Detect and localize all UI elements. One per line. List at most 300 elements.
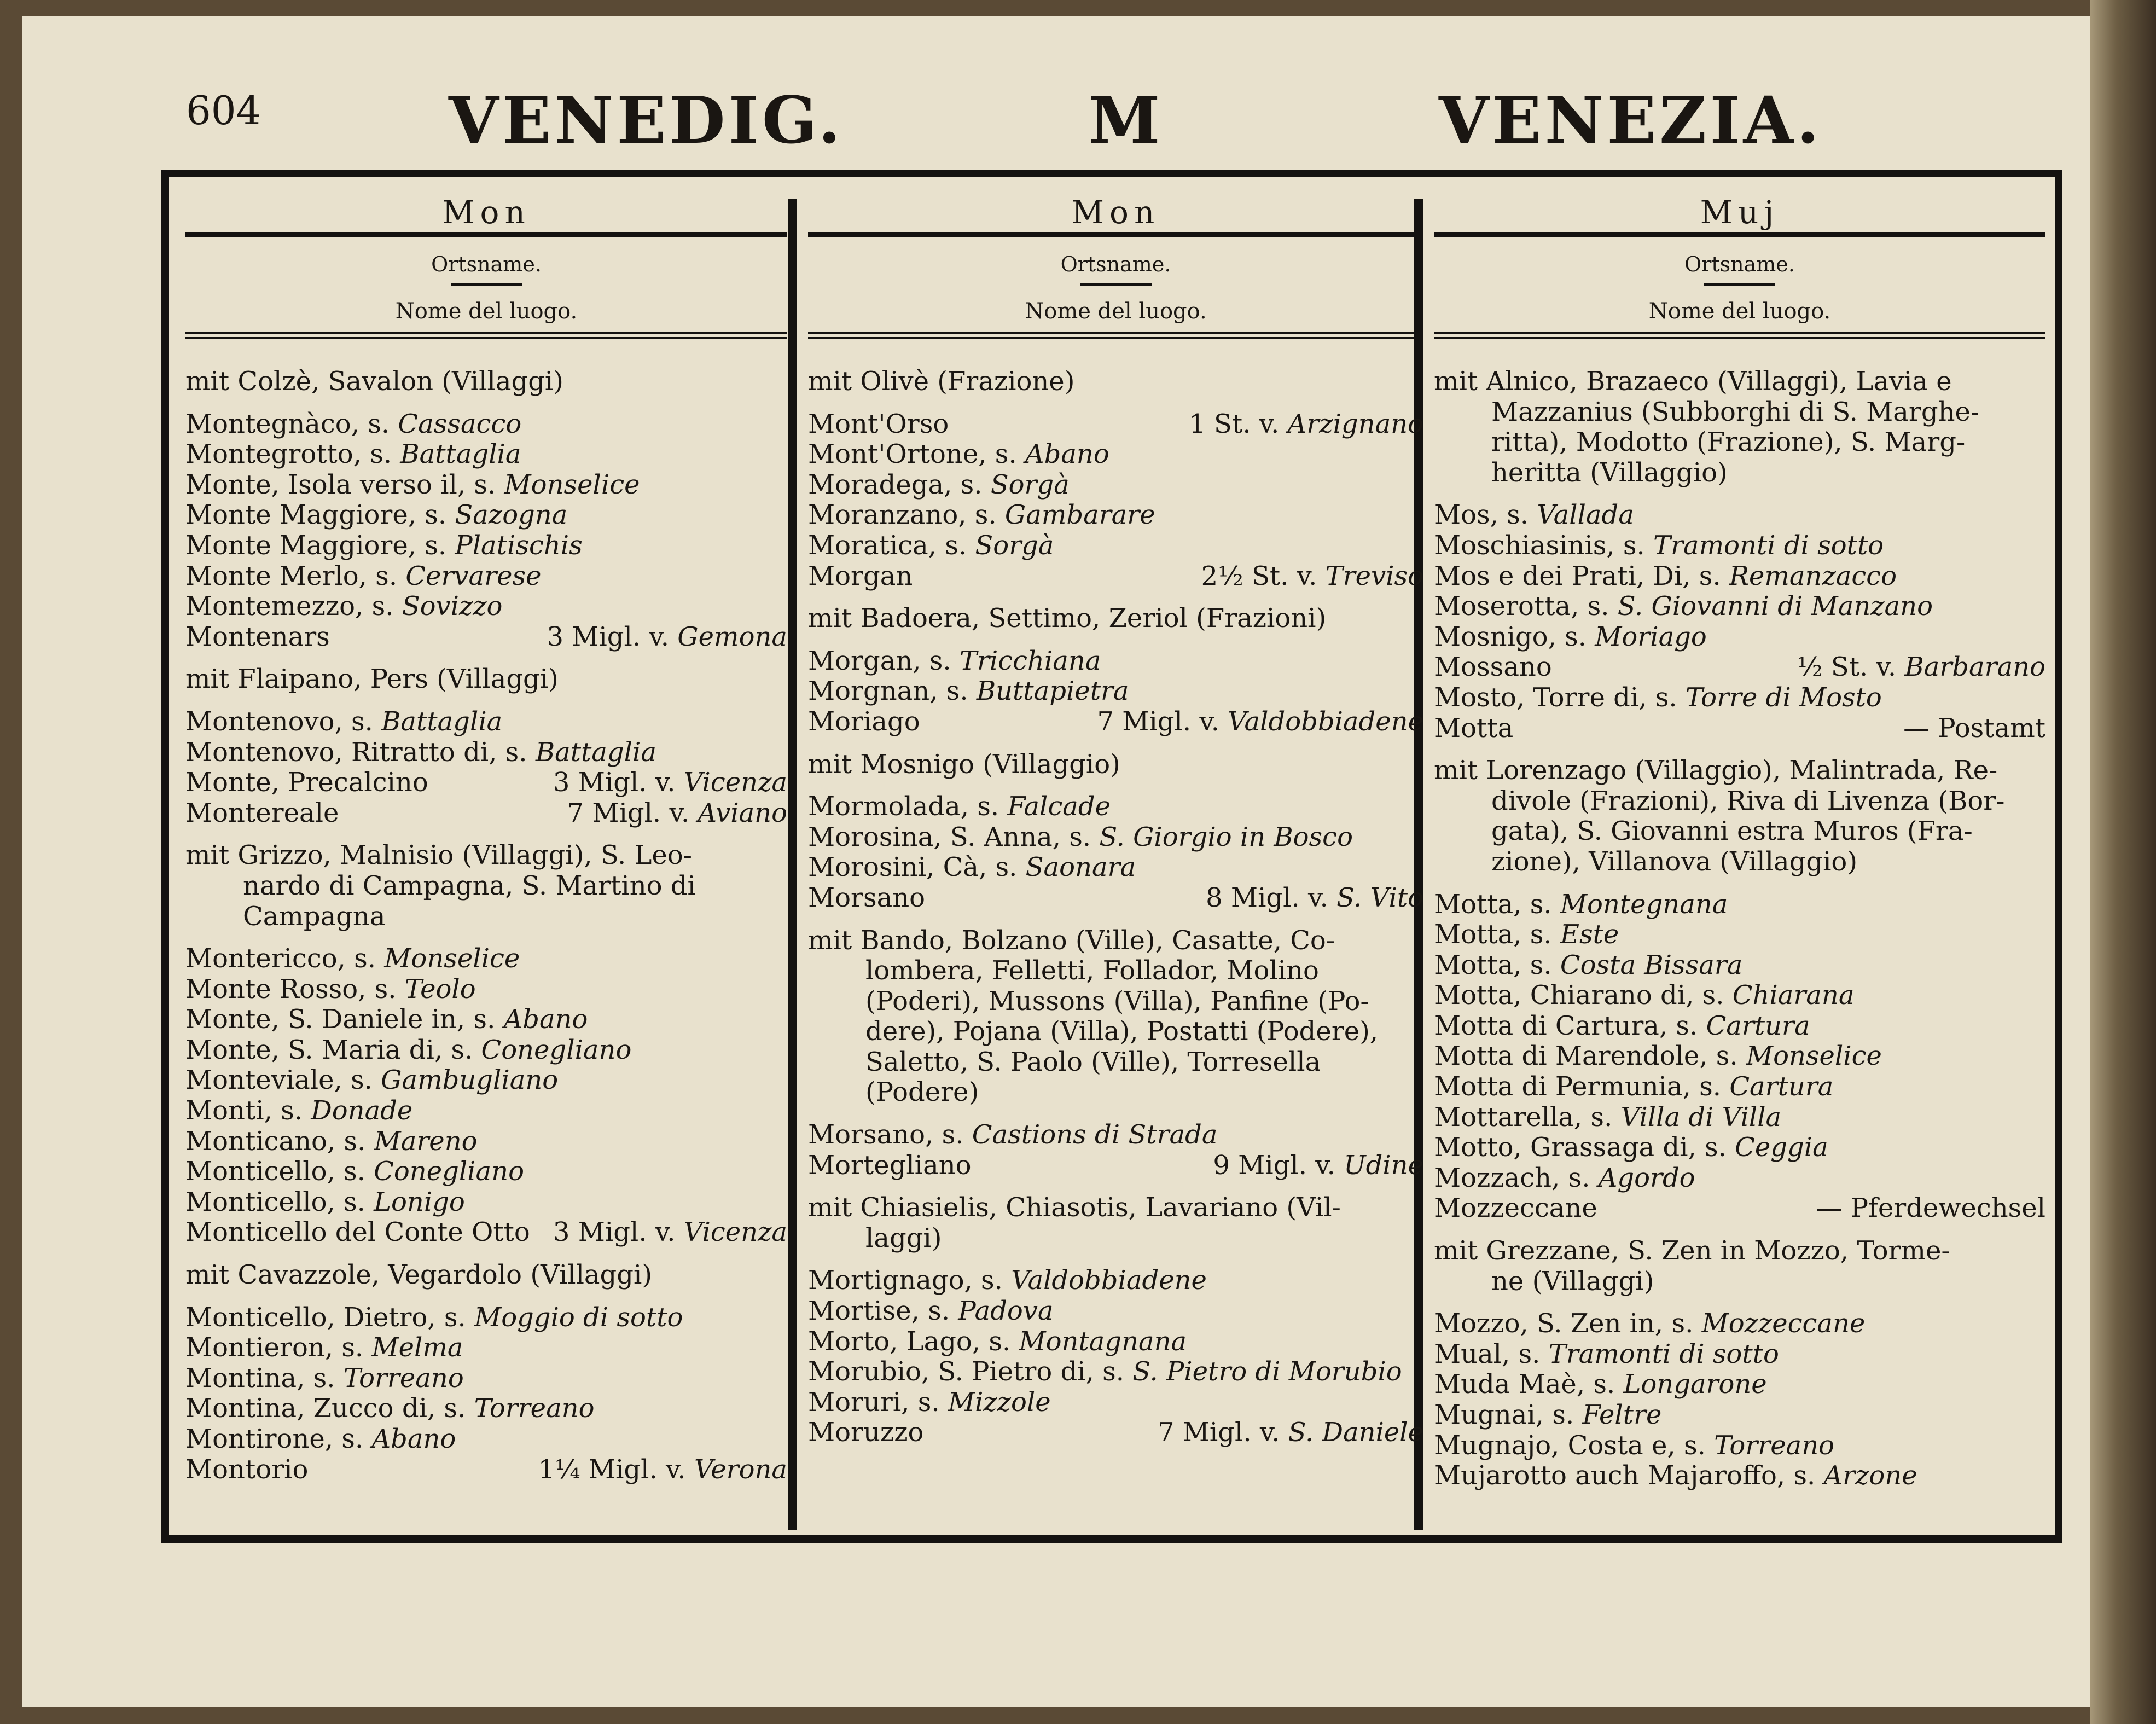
see-reference: Mozzeccane — [1701, 1308, 1866, 1339]
subdivision-line: mit Flaipano, Pers (Villaggi) — [185, 664, 559, 695]
see-reference: Teolo — [404, 973, 476, 1005]
list-item — [185, 591, 787, 622]
list-item — [1434, 1072, 2045, 1102]
place-name: Morsano, s. — [808, 1119, 972, 1151]
place-name: Morubio, S. Pietro di, s. — [808, 1356, 1133, 1388]
place-name: Moradega, s. — [808, 469, 991, 500]
see-reference: Cassacco — [398, 408, 522, 439]
place-name: Monticello del Conte Otto — [185, 1217, 530, 1248]
see-reference: Donade — [311, 1095, 413, 1127]
place-name: Motta di Permunia, s. — [1434, 1071, 1730, 1102]
column-cabin-heading: Muj — [1700, 194, 1780, 231]
ortsname-label: Ortsname. — [1684, 252, 1795, 276]
list-item — [185, 798, 787, 829]
subdivision-group — [808, 1193, 1423, 1253]
place-name: Montirone, s. — [185, 1424, 372, 1454]
list-item — [185, 1394, 787, 1424]
distance-town: Barbarano — [1904, 652, 2045, 683]
subdivision-group — [185, 367, 787, 397]
see-reference: Feltre — [1582, 1400, 1662, 1430]
place-name: Monte, Precalcino — [185, 767, 428, 798]
see-reference: Battaglia — [535, 736, 656, 768]
place-name: Monticano, s. — [185, 1125, 374, 1157]
distance-note — [1213, 1151, 1423, 1181]
divider — [808, 332, 1423, 339]
place-name: Moruri, s. — [808, 1386, 948, 1418]
see-reference: Longarone — [1623, 1369, 1767, 1400]
subdivision-line: mit Colzè, Savalon (Villaggi) — [185, 366, 564, 397]
entry-list — [185, 367, 787, 1485]
see-reference: Sorgà — [975, 530, 1054, 561]
subdivision-line: mit Cavazzole, Vegardolo (Villaggi) — [185, 1259, 653, 1291]
list-item — [808, 561, 1423, 592]
see-reference: Torreano — [1714, 1430, 1835, 1461]
see-reference: Battaglia — [400, 439, 521, 470]
divider — [185, 232, 787, 237]
place-name: Montenars — [185, 621, 330, 652]
see-reference: Este — [1560, 919, 1619, 950]
subdivision-group — [808, 603, 1423, 634]
see-reference: S. Giorgio in Bosco — [1099, 821, 1353, 852]
list-item — [185, 1127, 787, 1157]
see-reference: Torre di Mosto — [1685, 682, 1882, 713]
subdivision-group — [808, 367, 1423, 397]
place-name: Montieron, s. — [185, 1332, 372, 1363]
distance-town: S. Daniele — [1288, 1417, 1423, 1448]
subdivision-line: mit Grezzane, S. Zen in Mozzo, Torme- — [1434, 1235, 1950, 1267]
distance-town: Gemona — [677, 621, 787, 652]
subdivision-line: (Podere) — [865, 1077, 979, 1108]
list-item — [1434, 950, 2045, 981]
list-item — [808, 409, 1423, 440]
place-name: Montegnàco, s. — [185, 408, 398, 439]
list-item — [1434, 1163, 2045, 1194]
list-item — [185, 738, 787, 768]
subdivision-group — [808, 750, 1423, 780]
place-name: Mos, s. — [1434, 500, 1537, 531]
place-name: Mosnigo, s. — [1434, 621, 1595, 652]
place-name: Montenovo, Ritratto di, s. — [185, 736, 536, 768]
distance-text: 7 Migl. v. — [567, 797, 698, 828]
list-item — [185, 1217, 787, 1248]
see-reference: Conegliano — [374, 1156, 524, 1187]
see-reference: Villa di Villa — [1620, 1101, 1782, 1133]
list-item — [1434, 1339, 2045, 1370]
list-item — [1434, 591, 2045, 622]
list-item — [185, 1096, 787, 1127]
list-item — [1434, 1309, 2045, 1339]
header-center-letter: M — [1089, 82, 1164, 158]
list-item — [1434, 1461, 2045, 1491]
subdivision-line: laggi) — [865, 1222, 942, 1253]
place-name: Monte, S. Maria di, s. — [185, 1034, 481, 1065]
column-2 — [808, 193, 1423, 1523]
see-reference: Mizzole — [948, 1386, 1051, 1418]
see-reference: S. Pietro di Morubio — [1132, 1356, 1402, 1388]
place-name: Mugnajo, Costa e, s. — [1434, 1430, 1715, 1461]
place-name: Montina, s. — [185, 1362, 344, 1394]
place-name: Montemezzo, s. — [185, 591, 402, 622]
place-name: Montina, Zucco di, s. — [185, 1393, 474, 1424]
column-cabin-heading: Mon — [442, 194, 531, 231]
distance-text: ½ St. v. — [1797, 652, 1905, 683]
subdivision-group — [1434, 756, 2045, 877]
place-name: Motta, Chiarano di, s. — [1434, 980, 1733, 1011]
distance-town: Valdobbiadene — [1228, 706, 1423, 737]
see-reference: Tramonti di sotto — [1653, 530, 1884, 561]
place-name: Mortise, s. — [808, 1296, 958, 1327]
place-name: Mozzach, s. — [1434, 1162, 1599, 1193]
place-name: Montorio — [185, 1454, 309, 1485]
list-item — [1434, 1400, 2045, 1431]
see-reference: Vallada — [1537, 500, 1634, 531]
see-reference: Castions di Strada — [972, 1119, 1218, 1151]
subdivision-line: gata), S. Giovanni estra Muros (Fra- — [1491, 816, 1973, 847]
list-item — [1434, 1102, 2045, 1133]
list-item — [808, 470, 1423, 501]
place-name: Monteviale, s. — [185, 1065, 381, 1096]
distance-text: — Pferdewechsel — [1816, 1193, 2045, 1224]
place-name: Moruzzo — [808, 1417, 924, 1448]
see-reference: Monselice — [1746, 1041, 1882, 1072]
distance-town: Aviano — [698, 797, 787, 828]
see-reference: Abano — [371, 1424, 456, 1454]
list-item — [808, 439, 1423, 470]
distance-town: S. Vito — [1336, 882, 1423, 913]
list-item — [185, 1455, 787, 1485]
see-reference: Arzone — [1823, 1460, 1917, 1491]
subdivision-line: divole (Frazioni), Riva di Livenza (Bor- — [1491, 785, 2005, 816]
place-name: Montericco, s. — [185, 943, 385, 974]
list-item — [1434, 1193, 2045, 1224]
distance-text: 3 Migl. v. — [553, 1217, 684, 1248]
subdivision-line: mit Alnico, Brazaeco (Villaggi), Lavia e — [1434, 366, 1952, 397]
distance-note — [538, 1455, 787, 1485]
see-reference: Gambugliano — [381, 1065, 559, 1096]
list-item — [185, 500, 787, 531]
list-item — [185, 1363, 787, 1394]
list-item — [808, 822, 1423, 853]
list-item — [185, 1035, 787, 1066]
list-item — [185, 974, 787, 1005]
distance-text: 3 Migl. v. — [553, 767, 684, 798]
list-item — [185, 1065, 787, 1096]
list-item — [185, 1424, 787, 1455]
place-name: Morosina, S. Anna, s. — [808, 821, 1100, 852]
header-right-title: VENEZIA. — [1439, 82, 1823, 158]
place-name: Morsano — [808, 882, 926, 913]
divider — [185, 332, 787, 339]
distance-town: Arzignano — [1287, 408, 1423, 439]
list-item — [185, 531, 787, 561]
divider — [1704, 283, 1775, 286]
list-item — [808, 676, 1423, 707]
entry-list — [808, 367, 1423, 1448]
distance-text: 1 St. v. — [1189, 408, 1288, 439]
see-reference: Agordo — [1598, 1162, 1695, 1193]
see-reference: Abano — [1025, 439, 1109, 470]
page-number: 604 — [186, 88, 261, 133]
distance-note — [553, 768, 787, 798]
distance-text: 9 Migl. v. — [1213, 1150, 1344, 1181]
place-name: Mortegliano — [808, 1150, 972, 1181]
place-name: Motta, s. — [1434, 919, 1560, 950]
see-reference: Torreano — [474, 1393, 595, 1424]
distance-town: Treviso — [1325, 560, 1423, 591]
place-name: Mual, s. — [1434, 1338, 1549, 1369]
place-name: Mont'Ortone, s. — [808, 439, 1025, 470]
place-name: Montegrotto, s. — [185, 439, 400, 470]
place-name: Monte, Isola verso il, s. — [185, 469, 504, 500]
list-item — [808, 646, 1423, 677]
list-item — [1434, 652, 2045, 683]
nome-label: Nome del luogo. — [1025, 299, 1207, 324]
place-name: Montereale — [185, 797, 339, 828]
column-divider — [788, 199, 797, 1530]
table-frame — [161, 170, 2062, 1543]
see-reference: Monselice — [504, 469, 640, 500]
see-reference: Cervarese — [405, 560, 542, 591]
subdivision-line: Mazzanius (Subborghi di S. Marghe- — [1491, 396, 1980, 427]
distance-note — [553, 1217, 787, 1248]
ortsname-label: Ortsname. — [431, 252, 542, 276]
list-item — [185, 409, 787, 440]
list-item — [808, 1357, 1423, 1388]
place-name: Mosto, Torre di, s. — [1434, 682, 1686, 713]
see-reference: Costa Bissara — [1560, 949, 1743, 980]
place-name: Mugnai, s. — [1434, 1400, 1583, 1430]
ortsname-label: Ortsname. — [1060, 252, 1171, 276]
place-name: Morgan, s. — [808, 645, 960, 676]
subdivision-line: heritta (Villaggio) — [1491, 457, 1728, 488]
see-reference: Gambarare — [1004, 500, 1155, 531]
see-reference: Saonara — [1025, 852, 1136, 883]
subdivision-group — [185, 840, 787, 932]
book-spine — [2090, 0, 2156, 1724]
list-item — [185, 1005, 787, 1035]
place-name: Muda Maè, s. — [1434, 1369, 1624, 1400]
list-item — [808, 1296, 1423, 1327]
place-name: Mossano — [1434, 652, 1552, 683]
entry-list — [1434, 367, 2045, 1491]
see-reference: Montagnana — [1019, 1326, 1187, 1357]
place-name: Mujarotto auch Majaroffo, s. — [1434, 1460, 1824, 1491]
list-item — [808, 792, 1423, 822]
see-reference: Valdobbiadene — [1011, 1265, 1207, 1296]
place-name: Monte Maggiore, s. — [185, 500, 455, 531]
subdivision-line: dere), Pojana (Villa), Postatti (Podere), — [865, 1016, 1379, 1047]
list-item — [185, 622, 787, 653]
list-item — [185, 1333, 787, 1363]
header-left-title: VENEDIG. — [449, 82, 844, 158]
list-item — [808, 883, 1423, 914]
list-item — [1434, 713, 2045, 744]
divider — [808, 232, 1423, 237]
see-reference: Mareno — [374, 1125, 478, 1157]
list-item — [1434, 980, 2045, 1011]
list-item — [808, 852, 1423, 883]
place-name: Mortignago, s. — [808, 1265, 1012, 1296]
place-name: Moschiasinis, s. — [1434, 530, 1653, 561]
place-name: Monte Merlo, s. — [185, 560, 406, 591]
distance-note — [547, 622, 787, 653]
place-name: Mottarella, s. — [1434, 1101, 1621, 1133]
distance-text: 2½ St. v. — [1201, 560, 1326, 591]
place-name: Morgnan, s. — [808, 676, 977, 707]
see-reference: Cartura — [1729, 1071, 1834, 1102]
list-item — [808, 531, 1423, 561]
list-item — [808, 1327, 1423, 1357]
nome-label: Nome del luogo. — [395, 299, 578, 324]
place-name: Mozzo, S. Zen in, s. — [1434, 1308, 1702, 1339]
list-item — [808, 1418, 1423, 1448]
see-reference: Lonigo — [374, 1186, 465, 1217]
see-reference: Torreano — [343, 1362, 464, 1394]
list-item — [808, 1266, 1423, 1296]
list-item — [185, 944, 787, 974]
place-name: Monticello, s. — [185, 1156, 374, 1187]
distance-note — [1816, 1193, 2045, 1224]
distance-note — [1097, 707, 1423, 738]
subdivision-line: mit Mosnigo (Villaggio) — [808, 748, 1120, 780]
distance-text: 1¼ Migl. v. — [538, 1454, 694, 1485]
place-name: Moranzano, s. — [808, 500, 1005, 531]
place-name: Moratica, s. — [808, 530, 975, 561]
place-name: Monte Rosso, s. — [185, 973, 405, 1005]
list-item — [808, 1388, 1423, 1418]
see-reference: Moggio di sotto — [474, 1302, 683, 1333]
subdivision-line: ritta), Modotto (Frazione), S. Marg- — [1491, 427, 1966, 458]
subdivision-line: mit Lorenzago (Villaggio), Malintrada, Re- — [1434, 755, 1998, 786]
see-reference: Sovizzo — [402, 591, 503, 622]
list-item — [1434, 890, 2045, 920]
subdivision-line: mit Bando, Bolzano (Ville), Casatte, Co- — [808, 925, 1335, 956]
list-item — [808, 1151, 1423, 1181]
list-item — [185, 439, 787, 470]
see-reference: Platischis — [455, 530, 583, 561]
distance-note — [1903, 713, 2045, 744]
subdivision-line: mit Olivè (Frazione) — [808, 366, 1075, 397]
see-reference: Abano — [503, 1004, 588, 1035]
page — [22, 16, 2117, 1707]
list-item — [1434, 920, 2045, 950]
see-reference: Tramonti di sotto — [1548, 1338, 1779, 1369]
subdivision-line: ne (Villaggi) — [1491, 1266, 1654, 1297]
distance-note — [1201, 561, 1423, 592]
see-reference: Melma — [371, 1332, 463, 1363]
see-reference: Sorgà — [990, 469, 1070, 500]
see-reference: Montegnana — [1560, 889, 1728, 920]
distance-note — [1189, 409, 1423, 440]
list-item — [1434, 683, 2045, 713]
distance-town: Udine — [1344, 1150, 1423, 1181]
list-item — [185, 1303, 787, 1333]
see-reference: Cartura — [1706, 1010, 1810, 1041]
place-name: Monte, S. Daniele in, s. — [185, 1004, 504, 1035]
distance-text: 7 Migl. v. — [1097, 706, 1228, 737]
see-reference: Sazogna — [455, 500, 568, 531]
place-name: Moriago — [808, 706, 920, 737]
subdivision-group — [185, 664, 787, 695]
place-name: Morosini, Cà, s. — [808, 852, 1026, 883]
subdivision-line: zione), Villanova (Villaggio) — [1491, 846, 1858, 877]
distance-text: 8 Migl. v. — [1206, 882, 1336, 913]
subdivision-line: Campagna — [243, 901, 386, 932]
place-name: Mormolada, s. — [808, 791, 1008, 822]
see-reference: Tricchiana — [959, 645, 1101, 676]
place-name: Monti, s. — [185, 1095, 311, 1127]
distance-text: — Postamt — [1903, 712, 2045, 744]
distance-town: Vicenza — [683, 767, 787, 798]
subdivision-line: lombera, Felletti, Follador, Molino — [865, 955, 1319, 986]
distance-note — [567, 798, 787, 829]
subdivision-line: mit Grizzo, Malnisio (Villaggi), S. Leo- — [185, 840, 692, 871]
list-item — [1434, 500, 2045, 531]
place-name: Motto, Grassaga di, s. — [1434, 1132, 1735, 1163]
place-name: Morto, Lago, s. — [808, 1326, 1019, 1357]
subdivision-group — [185, 1260, 787, 1291]
distance-text: 7 Migl. v. — [1157, 1417, 1288, 1448]
distance-note — [1206, 883, 1423, 914]
divider — [451, 283, 522, 286]
place-name: Monte Maggiore, s. — [185, 530, 455, 561]
subdivision-line: Saletto, S. Paolo (Ville), Torresella — [865, 1046, 1321, 1077]
see-reference: S. Giovanni di Manzano — [1617, 591, 1933, 622]
place-name: Montenovo, s. — [185, 706, 382, 737]
place-name: Monticello, s. — [185, 1186, 374, 1217]
column-3 — [1434, 193, 2045, 1523]
list-item — [185, 707, 787, 738]
see-reference: Battaglia — [381, 706, 503, 737]
column-1 — [185, 193, 787, 1523]
divider — [1434, 232, 2045, 237]
list-item — [808, 707, 1423, 738]
distance-note — [1797, 652, 2045, 683]
list-item — [185, 768, 787, 798]
list-item — [185, 1187, 787, 1218]
subdivision-line: (Poderi), Mussons (Villa), Panfine (Po- — [865, 985, 1369, 1017]
place-name: Motta di Cartura, s. — [1434, 1010, 1706, 1041]
list-item — [1434, 1011, 2045, 1042]
subdivision-line: mit Badoera, Settimo, Zeriol (Frazioni) — [808, 603, 1327, 634]
list-item — [1434, 1133, 2045, 1163]
see-reference: Chiarana — [1732, 980, 1855, 1011]
distance-town: Verona — [694, 1454, 787, 1485]
list-item — [1434, 1041, 2045, 1072]
see-reference: Conegliano — [481, 1034, 632, 1065]
subdivision-group — [1434, 1236, 2045, 1297]
place-name: Morgan — [808, 560, 913, 591]
see-reference: Falcade — [1007, 791, 1111, 822]
distance-town: Vicenza — [683, 1217, 787, 1248]
subdivision-group — [808, 926, 1423, 1108]
divider — [1434, 332, 2045, 339]
list-item — [185, 1157, 787, 1187]
place-name: Mos e dei Prati, Di, s. — [1434, 560, 1729, 591]
see-reference: Padova — [958, 1296, 1054, 1327]
list-item — [185, 470, 787, 501]
place-name: Motta di Marendole, s. — [1434, 1041, 1746, 1072]
column-cabin-heading: Mon — [1071, 194, 1160, 231]
place-name: Monticello, Dietro, s. — [185, 1302, 475, 1333]
place-name: Mozzeccane — [1434, 1193, 1597, 1224]
subdivision-line: mit Chiasielis, Chiasotis, Lavariano (Vil- — [808, 1192, 1341, 1223]
list-item — [1434, 1369, 2045, 1400]
subdivision-group — [1434, 367, 2045, 488]
see-reference: Moriago — [1595, 621, 1707, 652]
divider — [1080, 283, 1152, 286]
list-item — [1434, 1431, 2045, 1461]
